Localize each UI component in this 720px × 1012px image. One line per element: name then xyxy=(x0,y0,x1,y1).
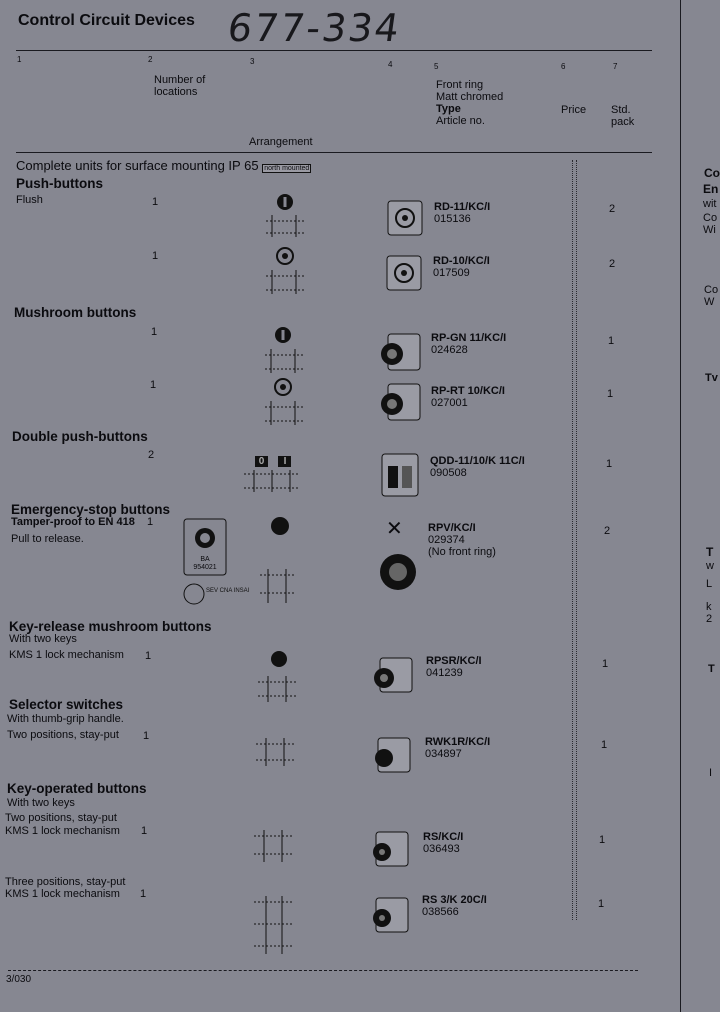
approval-mark-icon xyxy=(182,580,250,608)
section-heading: Double push-buttons xyxy=(12,429,148,444)
sublabel: Pull to release. xyxy=(11,533,84,545)
article-number: 041239 xyxy=(426,667,463,679)
product-type: RD-11/KC/I xyxy=(434,201,491,213)
certificate-line: BA xyxy=(200,556,210,563)
contact-schematic-icon xyxy=(256,672,300,706)
section-heading: Key-operated buttons xyxy=(7,781,147,796)
right-edge-text: w xyxy=(706,560,714,572)
section-heading: Push-buttons xyxy=(16,176,103,191)
device-photo-icon xyxy=(383,252,425,294)
sublabel: Three positions, stay-put xyxy=(5,876,126,888)
article-number: 024628 xyxy=(431,344,468,356)
header-std-pack: Std. pack xyxy=(611,104,635,128)
product-type: RP-GN 11/KC/I xyxy=(431,332,507,344)
device-photo-icon xyxy=(378,382,422,424)
right-edge-text: wit xyxy=(703,198,717,210)
right-edge-text: Tv xyxy=(705,372,718,384)
product-entry xyxy=(434,201,490,225)
right-edge-text: 2 xyxy=(706,613,713,625)
sublabel: Tamper-proof to EN 418 xyxy=(11,516,135,528)
product-type: RPV/KC/I xyxy=(428,522,476,534)
right-edge-text: L xyxy=(706,578,713,590)
product-entry xyxy=(425,736,490,760)
footer-rule xyxy=(8,970,638,972)
price-column-dots xyxy=(572,160,575,920)
contact-schematic-icon xyxy=(252,892,296,958)
location-count: 1 xyxy=(152,196,159,208)
sublabel: With two keys xyxy=(9,633,77,645)
section-heading: Key-release mushroom buttons xyxy=(9,619,212,634)
sublabel: Flush xyxy=(16,194,43,206)
product-entry xyxy=(431,332,506,356)
device-photo-icon xyxy=(370,734,412,776)
location-count: 2 xyxy=(148,449,155,461)
right-edge-text: Wi xyxy=(703,224,716,236)
contact-schematic-icon xyxy=(242,466,302,496)
sublabel: KMS 1 lock mechanism xyxy=(5,825,120,837)
contact-schematic-icon xyxy=(256,563,302,607)
right-edge-text: Co xyxy=(703,212,718,224)
page-title: Control Circuit Devices xyxy=(18,12,195,29)
right-edge-text: k xyxy=(706,601,712,613)
section-heading: Selector switches xyxy=(9,697,124,712)
column-number: 1 xyxy=(17,55,22,64)
handwritten-note: 677-334 xyxy=(224,6,404,50)
column-number: 6 xyxy=(561,62,566,71)
sublabel: KMS 1 lock mechanism xyxy=(5,888,120,900)
header-locations: Number of locations xyxy=(154,74,206,98)
product-type: RS/KC/I xyxy=(423,831,464,843)
intro-heading-text: Complete units for surface mounting IP 65 xyxy=(16,158,259,173)
std-pack: 2 xyxy=(609,258,616,270)
product-type: RD-10/KC/I xyxy=(433,255,490,267)
certificate-text xyxy=(193,556,217,572)
product-entry xyxy=(430,455,525,479)
article-number: 017509 xyxy=(433,267,470,279)
article-number: 029374 xyxy=(428,534,465,546)
product-note: (No front ring) xyxy=(428,546,496,558)
page-number: 3/030 xyxy=(6,974,32,985)
device-photo-icon xyxy=(378,330,422,374)
location-count: 1 xyxy=(143,730,150,742)
emergency-stop-symbol-icon xyxy=(268,514,292,538)
product-entry xyxy=(433,255,490,279)
page-edge-line xyxy=(680,0,681,1012)
article-number: 027001 xyxy=(431,397,468,409)
std-pack: 1 xyxy=(608,335,615,347)
std-pack: 2 xyxy=(604,525,611,537)
std-pack: 1 xyxy=(602,658,609,670)
device-photo-icon xyxy=(368,828,410,870)
double-button-label: 0 xyxy=(255,456,268,467)
sublabel: With two keys xyxy=(7,797,75,809)
location-count: 1 xyxy=(147,516,154,528)
article-number: 034897 xyxy=(425,748,462,760)
header-type: Type xyxy=(436,103,461,115)
location-count: 1 xyxy=(145,650,152,662)
product-entry xyxy=(422,894,487,918)
std-pack: 1 xyxy=(607,388,614,400)
right-edge-text: T xyxy=(706,545,714,559)
article-number: 036493 xyxy=(423,843,460,855)
location-count: 1 xyxy=(140,888,147,900)
location-count: 1 xyxy=(141,825,148,837)
device-photo-icon xyxy=(370,654,414,696)
price-column-dots xyxy=(576,160,579,920)
intro-heading xyxy=(16,158,311,173)
location-count: 1 xyxy=(150,379,157,391)
sublabel: With thumb-grip handle. xyxy=(7,713,124,725)
header-front-ring: Front ring xyxy=(436,79,484,91)
article-number: 090508 xyxy=(430,467,467,479)
device-photo-icon xyxy=(378,452,422,498)
mushroom-button-symbol-icon xyxy=(268,648,290,670)
std-pack: 1 xyxy=(606,458,613,470)
column-number-rule xyxy=(16,50,652,51)
section-heading: Emergency-stop buttons xyxy=(11,502,171,517)
std-pack: 1 xyxy=(598,898,605,910)
product-entry xyxy=(426,655,482,679)
header-article: Article no. xyxy=(436,115,485,127)
std-pack: 1 xyxy=(601,739,608,751)
intro-badge: north mounted xyxy=(264,165,310,172)
std-pack: 2 xyxy=(609,203,616,215)
contact-schematic-icon xyxy=(254,734,298,770)
right-edge-text: T xyxy=(708,663,715,675)
header-finish: Matt chromed xyxy=(436,91,504,103)
right-edge-text: Co xyxy=(704,166,720,180)
contact-schematic-icon xyxy=(252,826,296,866)
product-entry xyxy=(428,522,496,558)
product-type: RPSR/KC/I xyxy=(426,655,482,667)
header-rule xyxy=(16,152,652,153)
device-photo-icon xyxy=(368,894,410,936)
product-entry xyxy=(431,385,505,409)
header-price: Price xyxy=(561,104,587,116)
product-type: RS 3/K 20C/I xyxy=(422,894,487,906)
right-edge-text: En xyxy=(703,182,719,196)
push-button-symbol-icon xyxy=(262,246,312,298)
double-button-label: I xyxy=(278,456,291,467)
article-number: 015136 xyxy=(434,213,471,225)
product-entry xyxy=(423,831,463,855)
right-edge-text: Co xyxy=(704,284,719,296)
certificate-line: 954021 xyxy=(193,564,217,571)
device-photo-icon xyxy=(376,550,420,594)
column-number: 7 xyxy=(613,62,618,71)
sublabel: Two positions, stay-put xyxy=(5,812,117,824)
column-number: 2 xyxy=(148,55,153,64)
column-number: 4 xyxy=(388,60,393,69)
section-heading: Mushroom buttons xyxy=(14,305,137,320)
emergency-stop-icon: ✕ xyxy=(386,518,403,540)
std-pack: 1 xyxy=(599,834,606,846)
right-edge-text: W xyxy=(704,296,715,308)
sublabel: KMS 1 lock mechanism xyxy=(9,649,124,661)
product-type: QDD-11/10/K 11C/I xyxy=(430,455,525,467)
mushroom-button-symbol-icon xyxy=(261,325,311,377)
article-number: 038566 xyxy=(422,906,459,918)
header-arrangement: Arrangement xyxy=(249,136,313,148)
device-photo-icon xyxy=(384,197,426,239)
location-count: 1 xyxy=(152,250,159,262)
mushroom-button-symbol-icon xyxy=(261,377,311,429)
product-type: RWK1R/KC/I xyxy=(425,736,491,748)
sublabel: Two positions, stay-put xyxy=(7,729,119,741)
push-button-symbol-icon xyxy=(262,193,312,243)
location-count: 1 xyxy=(151,326,158,338)
product-type: RP-RT 10/KC/I xyxy=(431,385,505,397)
right-edge-text: I xyxy=(709,767,713,779)
column-number: 3 xyxy=(250,57,255,66)
column-number: 5 xyxy=(434,62,439,71)
approval-mark-text: SEV CNA INSAI xyxy=(206,588,250,594)
